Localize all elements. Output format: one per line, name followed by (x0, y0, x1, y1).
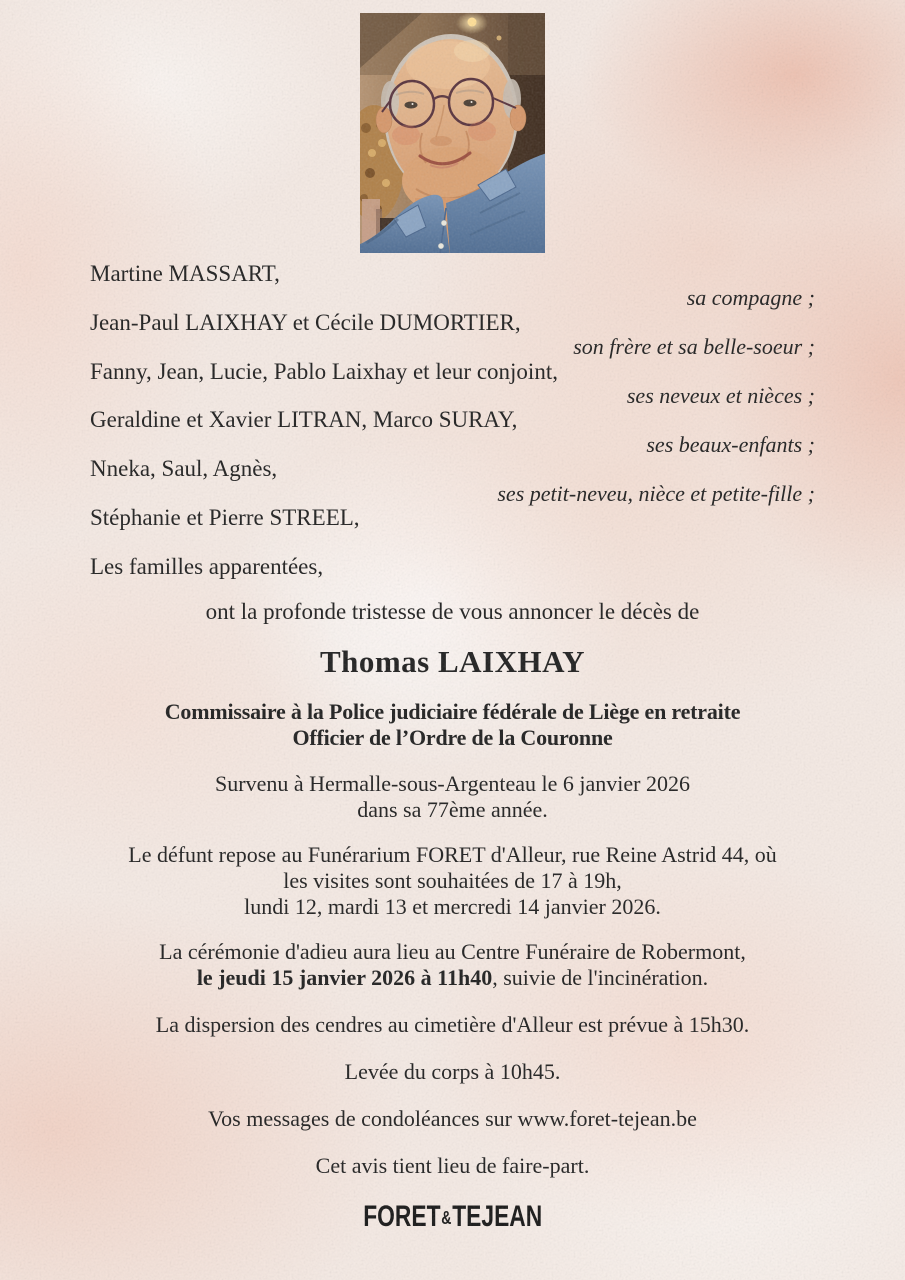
funeral-home-line: Le défunt repose au Funérarium FORET d'Alleur, rue Reine Astrid 44, où (128, 842, 777, 867)
deceased-title-line: Commissaire à la Police judiciaire fédérale de Liège en retraite (164, 699, 741, 724)
ceremony-paragraph (0, 939, 905, 991)
logo-tejean: TEJEAN (452, 1200, 542, 1233)
funeral-home-logo (0, 1200, 905, 1234)
death-details (0, 771, 905, 823)
ceremony-date-line (0, 965, 905, 991)
family-name: Geraldine et Xavier LITRAN, Marco SURAY, (90, 407, 518, 433)
family-name: Fanny, Jean, Lucie, Pablo Laixhay et leur conjoint, (90, 358, 558, 384)
family-name: Martine MASSART, (90, 261, 280, 286)
funeral-home-logo-text (363, 1200, 542, 1234)
ceremony-line: La cérémonie d'adieu aura lieu au Centre Funéraire de Robermont, (159, 939, 746, 964)
family-name-related-families: Les familles apparentées, (90, 554, 324, 580)
deceased-title-line: Officier de l’Ordre de la Couronne (292, 725, 613, 750)
logo-foret: FORET (363, 1200, 441, 1233)
portrait-photo-graphic (360, 13, 545, 253)
family-name: Stéphanie et Pierre STREEL, (90, 505, 360, 531)
family-relation: ses petit-neveu, nièce et petite-fille ; (497, 480, 815, 506)
family-relation: sa compagne ; (686, 285, 815, 311)
body-removal-line: Levée du corps à 10h45. (344, 1059, 561, 1084)
family-name: Jean-Paul LAIXHAY et Cécile DUMORTIER, (90, 309, 521, 335)
family-list (90, 262, 815, 580)
logo-ampersand: & (441, 1207, 452, 1228)
portrait-photo (360, 13, 545, 253)
family-relation: son frère et sa belle-soeur ; (573, 334, 815, 360)
family-relation: ses neveux et nièces ; (626, 383, 815, 409)
death-details-line: Survenu à Hermalle-sous-Argenteau le 6 janvier 2026 (215, 771, 690, 796)
funeral-home-line: lundi 12, mardi 13 et mercredi 14 janvier 2026. (244, 894, 661, 919)
death-details-line: dans sa 77ème année. (357, 797, 548, 822)
family-name: Nneka, Saul, Agnès, (90, 456, 278, 482)
ceremony-date-rest: , suivie de l'incinération. (492, 965, 709, 990)
funeral-home-paragraph (0, 842, 905, 920)
funeral-home-line: les visites sont souhaitées de 17 à 19h, (283, 868, 622, 893)
announcement-line: ont la profonde tristesse de vous annoncer le décès de (205, 599, 700, 624)
notice-line: Cet avis tient lieu de faire-part. (315, 1153, 590, 1178)
ceremony-date-bold: le jeudi 15 janvier 2026 à 11h40 (196, 965, 493, 990)
condolences-website-line: Vos messages de condoléances sur www.foret-tejean.be (208, 1106, 697, 1131)
deceased-name: Thomas LAIXHAY (319, 644, 586, 679)
deceased-titles (0, 699, 905, 751)
ashes-dispersion-line: La dispersion des cendres au cimetière d'Alleur est prévue à 15h30. (155, 1012, 750, 1037)
family-relation: ses beaux-enfants ; (646, 431, 815, 457)
